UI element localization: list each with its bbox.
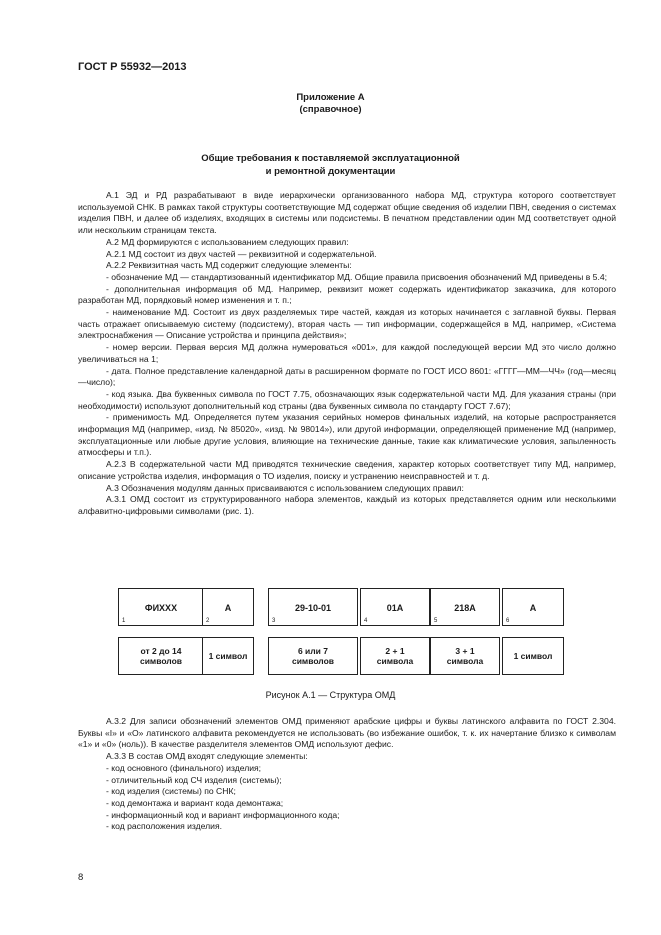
omd-element-value: A [529, 603, 537, 613]
paragraph: А.1 ЭД и РД разрабатывают в виде иерархически организованного набора МД, структура которого соответствует используемой СНК. В рамках такой структуры соответствующие МД содержат общие сведения об изделии ПВН, сведения о системах изделия ПВН, и далее об изделиях, входящих в системы или подсистемы. В печатном представлении один МД соответствует одной или нескольким страницам текста. [78, 190, 616, 236]
omd-element-index: 4 [364, 618, 368, 624]
omd-element-value: 01A [386, 603, 404, 613]
paragraph: - код основного (финального) изделия; [106, 762, 262, 773]
omd-element-index: 5 [434, 618, 438, 624]
paragraph: - код изделия (системы) по СНК; [106, 786, 236, 797]
omd-element-length: 6 или 7 символов [291, 646, 335, 666]
omd-element-length-box [202, 637, 254, 675]
omd-element-box [430, 588, 500, 626]
paragraph: А.2 МД формируются с использованием следующих правил: [106, 236, 349, 247]
omd-element-length: 1 символ [208, 651, 248, 661]
appendix-subtitle: (справочное) [299, 104, 362, 115]
omd-element-box [360, 588, 430, 626]
paragraph: - номер версии. Первая версия МД должна нумероваться «001», для каждой последующей версии МД это число должно увеличиваться на 1; [78, 342, 616, 364]
omd-element-box [502, 588, 564, 626]
omd-element-length: 1 символ [513, 651, 553, 661]
paragraph: - дата. Полное представление календарной даты в расширенном формате по ГОСТ ИСО 8601: «ГГГГ—ММ—ЧЧ» (год—месяц—число); [78, 365, 616, 388]
omd-element-index: 2 [206, 618, 210, 624]
paragraph: - код расположения изделия. [106, 821, 223, 832]
section-title-line2: и ремонтной документации [265, 166, 396, 177]
paragraph: - информационный код и вариант информационного кода; [106, 809, 340, 820]
section-title-line1: Общие требования к поставляемой эксплуатационной [201, 153, 460, 164]
omd-element-index: 1 [122, 618, 126, 624]
paragraph: А.2.2 Реквизитная часть МД содержит следующие элементы: [106, 260, 352, 271]
paragraph: А.3.1 ОМД состоит из структурированного набора элементов, каждый из которых представляется одним или несколькими алфавитно-цифровыми символами (рис. 1). [78, 494, 616, 516]
paragraph: - наименование МД. Состоит из двух разделяемых тире частей, каждая из которых начинается с заглавной буквы. Первая часть отражает описываемую систему (подсистему), вторая часть — тип информации, содержащейся в МД, например, «Система электроснабжения — Описание устройства и принципа действия»; [78, 307, 616, 341]
omd-element-length: 2 + 1 символа [376, 646, 414, 666]
omd-element-value: ФИХХХ [144, 603, 178, 613]
omd-element-length: от 2 до 14 символов [139, 646, 183, 666]
paragraph: - код языка. Два буквенных символа по ГОСТ 7.75, обозначающих язык содержательной части МД. Для указания страны (при необходимости) используют дополнительный код страны (два буквенных символа по стандарту ГОСТ 7.67); [78, 388, 616, 411]
document-code: ГОСТ Р 55932—2013 [78, 61, 187, 73]
paragraph: - обозначение МД — стандартизованный идентификатор МД. Общие правила присвоения обозначений МД приведены в 5.4; [106, 271, 608, 282]
paragraph: - применимость МД. Определяется путем указания серийных номеров финальных изделий, на которые распространяется информация МД (например, «изд. № 85020», «изд. № 98014»), или другой информации, определяющей применение МД (например, эксплуатационные или любые другие условия, влияющие на технические данные, такие как климатические условия, запыленность атмосферы и т.п.). [78, 412, 616, 458]
omd-element-value: 218A [454, 603, 476, 613]
omd-element-box [202, 588, 254, 626]
omd-element-length-box [268, 637, 358, 675]
paragraph: А.2.1 МД состоит из двух частей — реквизитной и содержательной. [106, 248, 377, 259]
omd-element-value: 29-10-01 [294, 603, 332, 613]
body-text-bottom [78, 716, 616, 833]
paragraph: А.3.3 В состав ОМД входят следующие элементы: [106, 751, 308, 762]
omd-element-box [268, 588, 358, 626]
paragraph: А.3 Обозначения модулям данных присваиваются с использованием следующих правил: [106, 482, 464, 493]
paragraph: - код демонтажа и вариант кода демонтажа; [106, 797, 284, 808]
omd-element-box [118, 588, 204, 626]
omd-element-length: 3 + 1 символа [446, 646, 484, 666]
omd-element-value: A [224, 603, 232, 613]
omd-element-index: 6 [506, 618, 510, 624]
omd-element-length-box [502, 637, 564, 675]
omd-element-length-box [360, 637, 430, 675]
omd-element-index: 3 [272, 618, 276, 624]
paragraph: А.3.2 Для записи обозначений элементов ОМД применяют арабские цифры и буквы латинского алфавита по ГОСТ 2.304. Буквы «I» и «O» латинского алфавита рекомендуется не использовать (во избежание ошибок, т. к. их начертание близко к символам «1» и «0» (ноль)). В качестве разделителя элементов ОМД используют дефис. [78, 716, 616, 750]
paragraph: - отличительный код СЧ изделия (системы); [106, 774, 282, 785]
omd-element-length-box [430, 637, 500, 675]
appendix-title: Приложение А [296, 92, 365, 103]
paragraph: - дополнительная информация об МД. Например, реквизит может содержать идентификатор заказчика, для которого разработан МД, порядковый номер изменения и т. п.; [78, 283, 616, 306]
page-number: 8 [78, 872, 84, 883]
paragraph: А.2.3 В содержательной части МД приводятся технические сведения, характер которых соответствует типу МД, например, описание устройства изделия, информация о ТО изделия, поиску и устранению неисправностей и т. д. [78, 459, 616, 481]
body-text-top [78, 190, 616, 518]
omd-element-length-box [118, 637, 204, 675]
figure-caption: Рисунок А.1 — Структура ОМД [265, 690, 396, 700]
